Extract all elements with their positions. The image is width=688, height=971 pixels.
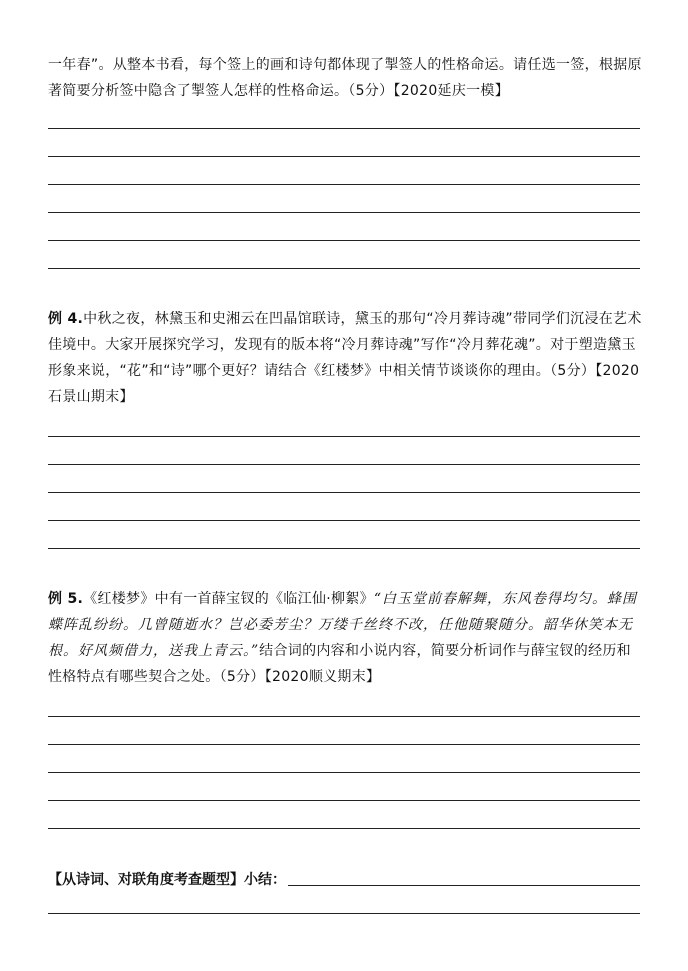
summary-text: 【从诗词、对联角度考查题型】小结： [48, 872, 286, 888]
answer-line[interactable] [48, 716, 640, 717]
answer-line[interactable] [48, 212, 640, 213]
question-5-body: 结合词的内容和小说内容，简要分析词作与薛宝钗的经历和性格特点有哪些契合之处。（5分）【2020顺义期末】 [48, 643, 631, 685]
question-3-body: 一年春”。从整本书看，每个签上的画和诗句都体现了掣签人的性格命运。请任选一签，根据原著简要分析签中隐含了掣签人怎样的性格命运。（5分）【2020延庆一模】 [48, 57, 642, 99]
answer-line[interactable] [48, 913, 640, 914]
poem-text: “白玉堂前春解舞，东风卷得均匀。蜂围蝶阵乱纷纷。几曾随逝水？岂必委芳尘？万缕千丝终不改，任他随聚随分。韶华休笑本无根。好风频借力，送我上青云。” [48, 591, 638, 659]
answer-line[interactable] [48, 240, 640, 241]
question-5 [48, 586, 642, 690]
question-3-text [48, 52, 642, 104]
question-5-label: 例 5. [48, 591, 84, 607]
answer-line[interactable] [48, 128, 640, 129]
answer-line[interactable] [48, 800, 640, 801]
question-5-intro: 《红楼梦》中有一首薛宝钗的《临江仙·柳絮》 [83, 591, 374, 607]
answer-line[interactable] [48, 464, 640, 465]
answer-line[interactable] [48, 492, 640, 493]
answer-line[interactable] [48, 268, 640, 269]
answer-line[interactable] [48, 828, 640, 829]
summary-label [48, 868, 286, 892]
answer-line[interactable] [48, 548, 640, 549]
answer-line[interactable] [48, 744, 640, 745]
question-4 [48, 306, 642, 410]
answer-line[interactable] [48, 436, 640, 437]
answer-line[interactable] [48, 520, 640, 521]
question-4-label: 例 4. [48, 311, 84, 327]
summary-answer-line[interactable] [288, 885, 640, 886]
answer-line[interactable] [48, 156, 640, 157]
answer-line[interactable] [48, 184, 640, 185]
question-4-body: 中秋之夜，林黛玉和史湘云在凹晶馆联诗，黛玉的那句“冷月葬诗魂”带同学们沉浸在艺术佳境中。大家开展探究学习，发现有的版本将“冷月葬诗魂”写作“冷月葬花魂”。对于塑造黛玉形象来说，“花”和“诗”哪个更好？请结合《红楼梦》中相关情节谈谈你的理由。（5分）【2020石景山期末】 [48, 311, 642, 405]
answer-line[interactable] [48, 772, 640, 773]
